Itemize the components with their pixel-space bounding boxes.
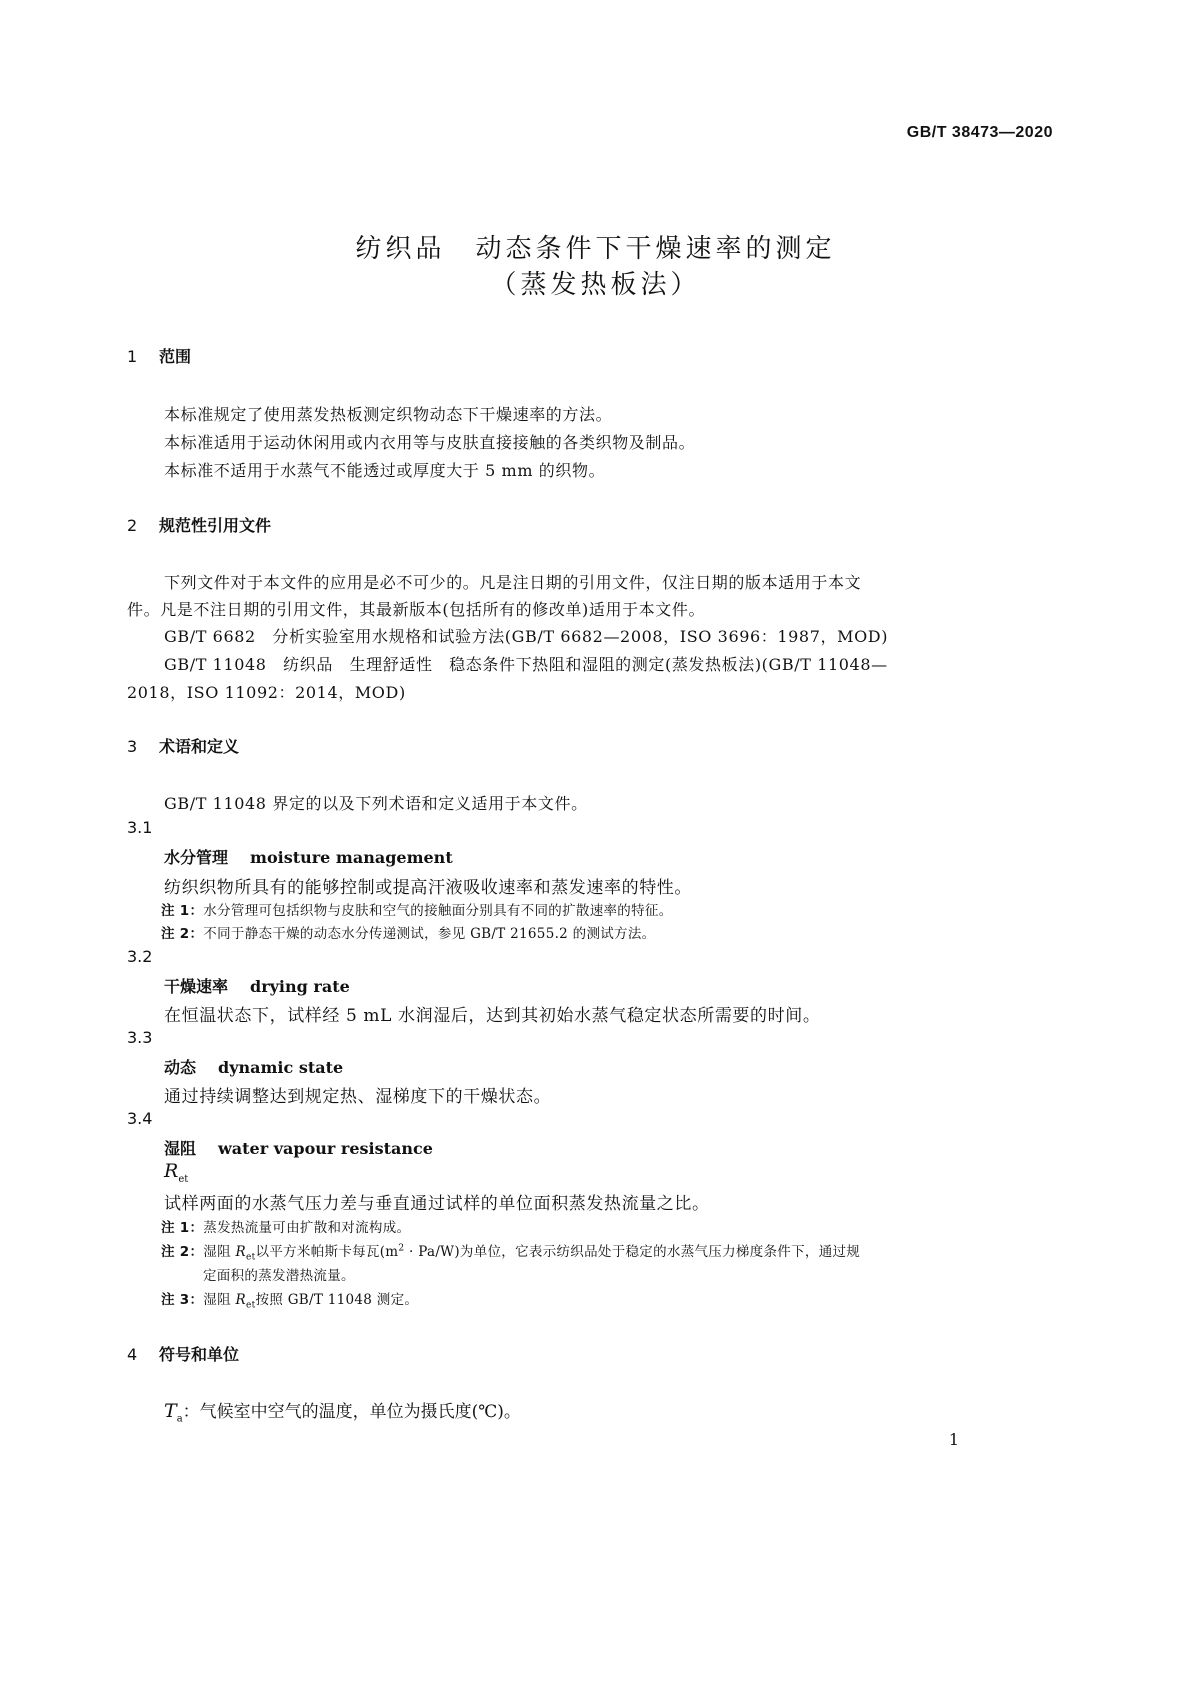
- reference-gbt-11048-line-2: 2018，ISO 11092：2014，MOD): [127, 683, 406, 702]
- term-english: drying rate: [250, 977, 350, 996]
- document-subtitle: （蒸发热板法）: [490, 270, 701, 300]
- note-label: 注 2：: [161, 1244, 204, 1260]
- standard-number: GB/T 38473—2020: [906, 124, 1053, 141]
- note-symbol: R: [235, 1292, 246, 1308]
- term-definition: 通过持续调整达到规定热、湿梯度下的干燥状态。: [164, 1087, 552, 1107]
- symbol-subscript: a: [176, 1413, 183, 1425]
- section-number: 3: [127, 737, 138, 756]
- section-title: 术语和定义: [159, 737, 240, 756]
- document-title: 纺织品 动态条件下干燥速率的测定: [355, 234, 836, 264]
- note: [161, 1240, 860, 1263]
- section-number: 1: [127, 347, 138, 366]
- clause-number-3-2: 3.2: [127, 947, 153, 966]
- section-title: 规范性引用文件: [159, 516, 272, 535]
- reference-gbt-11048-line-1: GB/T 11048 纺织品 生理舒适性 稳态条件下热阻和湿阻的测定(蒸发热板法)(GB/T 11048—: [164, 655, 888, 674]
- section-1-heading: [127, 344, 191, 367]
- term-english: water vapour resistance: [218, 1139, 433, 1158]
- note-symbol: R: [235, 1244, 246, 1260]
- term-drying-rate: [164, 974, 350, 997]
- note: [161, 922, 655, 942]
- note-text: 不同于静态干燥的动态水分传递测试，参见 GB/T 21655.2 的测试方法。: [203, 926, 656, 942]
- note-text: 以平方米帕斯卡每瓦(m: [255, 1244, 399, 1260]
- symbol-main: T: [164, 1400, 177, 1422]
- symbol-subscript: et: [178, 1173, 189, 1185]
- clause-number-3-3: 3.3: [127, 1028, 153, 1047]
- term-chinese: 干燥速率: [164, 977, 229, 996]
- scope-paragraph-3: 本标准不适用于水蒸气不能透过或厚度大于 5 mm 的织物。: [164, 461, 606, 480]
- term-chinese: 湿阻: [164, 1139, 197, 1158]
- symbol-main: R: [164, 1160, 179, 1182]
- note-label: 注 1：: [161, 903, 204, 919]
- note-symbol-subscript: et: [245, 1252, 256, 1263]
- note-text: 按照 GB/T 11048 测定。: [255, 1292, 419, 1308]
- symbol-definition-ta: [164, 1397, 521, 1424]
- term-moisture-management: [164, 845, 453, 868]
- term-english: moisture management: [250, 848, 453, 867]
- note-text: · Pa/W)为单位，它表示纺织品处于稳定的水蒸气压力梯度条件下，通过规: [404, 1244, 861, 1260]
- note-text: 湿阻: [203, 1244, 236, 1260]
- term-definition: 纺织织物所具有的能够控制或提高汗液吸收速率和蒸发速率的特性。: [164, 878, 692, 898]
- section-number: 2: [127, 516, 138, 535]
- note-text: 湿阻: [203, 1292, 236, 1308]
- section-title: 符号和单位: [159, 1345, 240, 1364]
- note-continuation: 定面积的蒸发潜热流量。: [203, 1268, 355, 1284]
- clause-number-3-1: 3.1: [127, 818, 153, 837]
- note: [161, 1216, 410, 1236]
- scope-paragraph-2: 本标准适用于运动休闲用或内衣用等与皮肤直接接触的各类织物及制品。: [164, 433, 696, 452]
- term-chinese: 水分管理: [164, 848, 229, 867]
- clause-number-3-4: 3.4: [127, 1109, 153, 1128]
- section-3-heading: [127, 734, 239, 757]
- note-label: 注 1：: [161, 1220, 204, 1236]
- term-water-vapour-resistance: [164, 1136, 433, 1159]
- section-2-heading: [127, 513, 271, 536]
- note-symbol-subscript: et: [245, 1300, 256, 1311]
- term-definition: 试样两面的水蒸气压力差与垂直通过试样的单位面积蒸发热流量之比。: [164, 1194, 710, 1214]
- term-definition: 在恒温状态下，试样经 5 mL 水润湿后，达到其初始水蒸气稳定状态所需要的时间。: [164, 1006, 821, 1026]
- note-text: 水分管理可包括织物与皮肤和空气的接触面分别具有不同的扩散速率的特征。: [203, 903, 673, 919]
- references-intro-line-2: 件。凡是不注日期的引用文件，其最新版本(包括所有的修改单)适用于本文件。: [127, 600, 706, 619]
- references-intro-line-1: 下列文件对于本文件的应用是必不可少的。凡是注日期的引用文件，仅注日期的版本适用于本文: [164, 573, 862, 592]
- page-number: 1: [948, 1430, 959, 1449]
- note: [161, 899, 673, 919]
- section-number: 4: [127, 1345, 138, 1364]
- section-4-heading: [127, 1342, 239, 1365]
- note-label: 注 2：: [161, 926, 204, 942]
- section-title: 范围: [159, 347, 192, 366]
- term-english: dynamic state: [218, 1058, 344, 1077]
- note: [161, 1288, 418, 1311]
- term-dynamic-state: [164, 1055, 343, 1078]
- terms-intro: GB/T 11048 界定的以及下列术语和定义适用于本文件。: [164, 794, 588, 813]
- scope-paragraph-1: 本标准规定了使用蒸发热板测定织物动态下干燥速率的方法。: [164, 405, 613, 424]
- term-symbol: [164, 1160, 188, 1185]
- term-chinese: 动态: [164, 1058, 197, 1077]
- reference-gbt-6682: GB/T 6682 分析实验室用水规格和试验方法(GB/T 6682—2008，ISO 3696：1987，MOD): [164, 627, 889, 646]
- note-text: 蒸发热流量可由扩散和对流构成。: [203, 1220, 411, 1236]
- symbol-description: ：气候室中空气的温度，单位为摄氏度(℃)。: [182, 1402, 521, 1422]
- note-label: 注 3：: [161, 1292, 204, 1308]
- note-superscript: 2: [398, 1243, 405, 1254]
